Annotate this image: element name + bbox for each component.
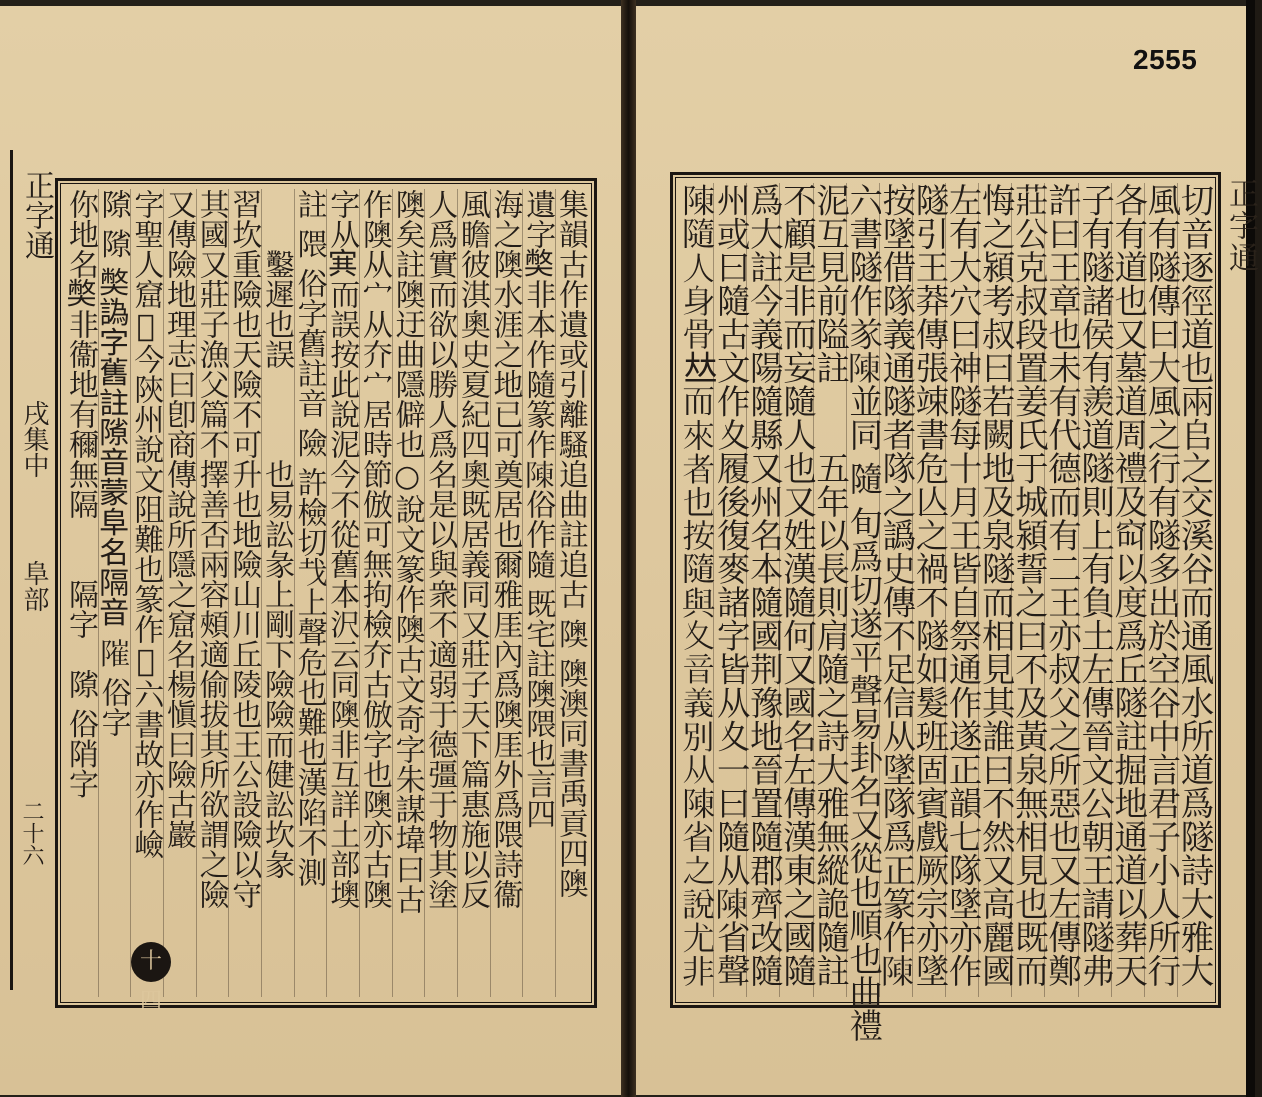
book-gutter [621,0,636,1097]
left-page-column: 字从𡨄而誤按此說泥今不從舊本沢云同隩非互詳土部墺 [326,189,357,997]
left-page-column: 作隩从宀从夰宀居時節倣可無拘檢夰古倣字也隩亦古隩 [359,189,390,997]
right-columns [678,183,1214,1042]
right-page-column: 莊公克叔段置姜氏于城潁誓之曰不及黃泉無相見也既而 [1011,183,1044,997]
right-page-column: 𨻰隨人身骨𠀤而來者也按隨與夊音義別从𨻰省之說尤非 [678,183,718,987]
left-page-column: 𨻶 𨻶 𡚁譌字舊註𨻶音蒙阜名隔音 𨻵 俗字 [98,189,129,997]
left-page-column: 隩矣註隩迂曲隱僻也○說文篆作隩古文奇字朱謀㙔曰古 [392,189,423,997]
right-page-column: 子有隧諸侯有羨道隧則上有負土左傳晉文公朝王請隧弗 [1078,183,1111,997]
right-page-column: 許曰王章也未有代德而有二王亦叔父之所惡也又左傳鄭 [1044,183,1077,997]
right-page-column: 州或曰隨古文作夊履後復麥諸字皆从夊一曰隨从𨻰省聲 [713,183,746,997]
left-page-column: 其國又莊子漁父篇不擇善否兩容頰適偷拔其所欲謂之險 [196,189,227,997]
margin-folio: 二十六 [19,800,44,866]
right-running-head: 正字通 [1223,178,1258,274]
left-columns [63,189,588,997]
right-page-column: 六書隧作㒸𨻰並同 隨 旬爲切遂平聲易卦名又從也順也曲禮 [843,183,883,1042]
left-page-column: 又傳險地理志曰卽商傳說所隱之窟名楊愼曰險古巖 [163,189,194,997]
right-page-column: 悔之潁考叔曰若闕地及泉隧而相見其誰曰不然又高麗國 [978,183,1011,997]
folio-seal: 十四 [131,942,171,982]
left-page-column: 集韻古作遺或引離騷追曲註追古 隩 隩澳同書禹貢四隩 [555,189,586,997]
margin-section-label: 戌集中 [19,400,49,478]
margin-title: 正字通 [19,170,54,260]
left-page-column: 風瞻彼淇奧史夏紀四奧既居義同又莊子天下篇惠施以反 [457,189,488,997]
page-number: 2555 [1133,44,1198,75]
left-page-column: 習坎重險也天險不可升也地險山川丘陵也王公設險以守 [228,189,259,997]
left-page-column: 海之隩水涯之地已可奠居也爾雅厓內爲隩厓外爲隈詩衞 [490,189,521,997]
right-page-column: 各有道也又墓道周禮及䆗以度爲丘隧註掘地通道以葬天 [1111,183,1144,997]
right-page-column: 不顧是非而妄隨人也又姓漢隨何又國名左傳漢東之國隨 [779,183,812,997]
right-page-column: 切音逐徑道也兩𠂤之交溪谷而通風水所道爲隧詩大雅大 [1177,183,1210,997]
left-page-column: 遺字𡚁非本作隨篆作𨻰俗作隨 既宅註隩隈也言四 [522,189,553,997]
scan-edge [1246,0,1255,1097]
right-page-column: 爲大註今義陽隨縣又州名本隨國荆豫地晉置隨郡齊改隨 [746,183,779,997]
left-page-column: 人爲實而欲以勝人爲名是以與衆不適弱于德彊于物其塗 [424,189,455,997]
right-text-frame [670,172,1221,1042]
left-page-column: 鑿遲也誤 也易訟彖上剛下險險而健訟坎彖 [261,189,292,997]
right-page-column: 風有隧傳曰大風之行有隧多出於空谷中言君子小人所行 [1144,183,1177,997]
right-page-column: 泥互見前隘註 五年以長則肩隨之詩大雅無縱詭隨註 [813,183,846,997]
left-page-column: 你地名𡚁非衞地有穪無隔 隔字 𨻶 俗陗字 [63,189,98,799]
left-text-frame [55,178,597,1008]
left-page-column: 註 隈 俗字舊註音 險 許檢切𢦏上聲危也難也漢陷不測 [294,189,325,997]
margin-radical-label: 阜部 [19,560,49,612]
left-page-column: 字聖人窟𡉉今陝州說文阻難也篆作𨼇六書故亦作嶮 [130,189,161,997]
right-page-column: 隧引王莽傳張竦書危亾之禍不隧如髮班固賓戲厥宗亦墜 [912,183,945,997]
right-page-column: 左有大穴曰神隧每十月王皆自祭通作遂正韻七隊墜亦作 [945,183,978,997]
right-page-column: 按墜借隊義通隧者隊之譌史傳不足信从墜隊爲正篆作𨻰 [879,183,912,997]
